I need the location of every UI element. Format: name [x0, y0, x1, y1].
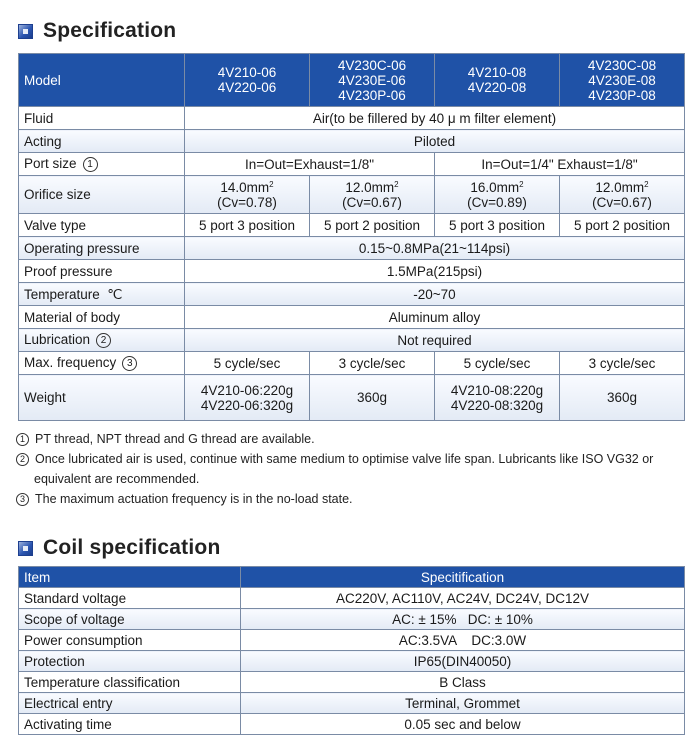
- material-value: Aluminum alloy: [185, 306, 685, 329]
- valve-type-value-4: 5 port 2 position: [560, 214, 685, 237]
- coil-row-power-consumption: [19, 630, 685, 651]
- spec-heading: [18, 16, 176, 46]
- acting-label: Acting: [19, 130, 185, 153]
- section-bullet-icon: [18, 541, 33, 556]
- model-col-2: 4V230C-06 4V230E-06 4V230P-06: [310, 54, 435, 107]
- footnote-marker-2: 2: [16, 453, 29, 466]
- coil-row-scope-of-voltage: [19, 609, 685, 630]
- coil-value: IP65(DIN40050): [241, 651, 685, 672]
- row-material: [19, 306, 685, 329]
- model-header: Model: [19, 54, 185, 107]
- coil-label: Power consumption: [19, 630, 241, 651]
- row-port-size: [19, 153, 685, 176]
- note-marker-2: 2: [96, 333, 111, 348]
- max-frequency-value-1: 5 cycle/sec: [185, 352, 310, 375]
- row-lubrication: [19, 329, 685, 352]
- coil-table: [18, 566, 685, 735]
- row-temperature: [19, 283, 685, 306]
- port-size-label: Port size: [24, 156, 77, 172]
- weight-value-4: 360g: [560, 375, 685, 421]
- valve-type-label: Valve type: [19, 214, 185, 237]
- acting-value: Piloted: [185, 130, 685, 153]
- port-size-cell: [19, 153, 185, 176]
- coil-value: Terminal, Grommet: [241, 693, 685, 714]
- max-frequency-cell: [19, 352, 185, 375]
- fluid-value: Air(to be fillered by 40 μ m filter element): [185, 107, 685, 130]
- footnote-2-continued: equivalent are recommended.: [34, 472, 200, 486]
- coil-spec-header: Specitification: [241, 567, 685, 588]
- spec-table: [18, 53, 685, 421]
- coil-row-activating-time: [19, 714, 685, 735]
- spec-header-row: [19, 54, 685, 107]
- footnote-3: 3 The maximum actuation frequency is in the no-load state.: [16, 489, 656, 509]
- footnote-1: 1 PT thread, NPT thread and G thread are available.: [16, 429, 656, 449]
- max-frequency-value-3: 5 cycle/sec: [435, 352, 560, 375]
- orifice-value-3: $16.0mm^2$ (Cv=0.89): [435, 176, 560, 214]
- coil-heading: [18, 533, 220, 563]
- coil-row-electrical-entry: [19, 693, 685, 714]
- row-operating-pressure: [19, 237, 685, 260]
- temperature-value: -20~70: [185, 283, 685, 306]
- model-col-1: 4V210-06 4V220-06: [185, 54, 310, 107]
- valve-type-value-2: 5 port 2 position: [310, 214, 435, 237]
- model-col-4: 4V230C-08 4V230E-08 4V230P-08: [560, 54, 685, 107]
- lubrication-label: Lubrication: [24, 332, 91, 348]
- proof-pressure-value: 1.5MPa(215psi): [185, 260, 685, 283]
- footnote-marker-1: 1: [16, 433, 29, 446]
- coil-row-temperature-classification: [19, 672, 685, 693]
- coil-value: 0.05 sec and below: [241, 714, 685, 735]
- coil-value: B Class: [241, 672, 685, 693]
- weight-value-1: 4V210-06:220g 4V220-06:320g: [185, 375, 310, 421]
- max-frequency-value-4: 3 cycle/sec: [560, 352, 685, 375]
- lubrication-cell: [19, 329, 185, 352]
- port-size-value-08: In=Out=1/4" Exhaust=1/8": [435, 153, 685, 176]
- row-proof-pressure: [19, 260, 685, 283]
- note-marker-1: 1: [83, 157, 98, 172]
- coil-value: AC: ± 15% DC: ± 10%: [241, 609, 685, 630]
- weight-value-2: 360g: [310, 375, 435, 421]
- section-bullet-icon: [18, 24, 33, 39]
- coil-label: Electrical entry: [19, 693, 241, 714]
- valve-type-value-1: 5 port 3 position: [185, 214, 310, 237]
- valve-type-value-3: 5 port 3 position: [435, 214, 560, 237]
- coil-item-header: Item: [19, 567, 241, 588]
- temperature-label: Temperature ℃: [19, 283, 185, 306]
- weight-value-3: 4V210-08:220g 4V220-08:320g: [435, 375, 560, 421]
- material-label: Material of body: [19, 306, 185, 329]
- row-max-frequency: [19, 352, 685, 375]
- spec-title: Specification: [43, 19, 177, 42]
- row-fluid: [19, 107, 685, 130]
- footnote-2: 2 Once lubricated air is used, continue with same medium to optimise valve life span. Lubricants like ISO VG32 or: [16, 449, 656, 469]
- max-frequency-value-2: 3 cycle/sec: [310, 352, 435, 375]
- orifice-value-1: $14.0mm^2$ (Cv=0.78): [185, 176, 310, 214]
- max-frequency-label: Max. frequency: [24, 355, 117, 371]
- model-col-3: 4V210-08 4V220-08: [435, 54, 560, 107]
- row-valve-type: [19, 214, 685, 237]
- operating-pressure-label: Operating pressure: [19, 237, 185, 260]
- lubrication-value: Not required: [185, 329, 685, 352]
- coil-label: Protection: [19, 651, 241, 672]
- coil-label: Scope of voltage: [19, 609, 241, 630]
- row-orifice: [19, 176, 685, 214]
- note-marker-3: 3: [122, 356, 137, 371]
- orifice-label: Orifice size: [19, 176, 185, 214]
- proof-pressure-label: Proof pressure: [19, 260, 185, 283]
- row-acting: [19, 130, 685, 153]
- weight-label: Weight: [19, 375, 185, 421]
- coil-header-row: [19, 567, 685, 588]
- footnote-marker-3: 3: [16, 493, 29, 506]
- coil-row-standard-voltage: [19, 588, 685, 609]
- coil-label: Temperature classification: [19, 672, 241, 693]
- coil-row-protection: [19, 651, 685, 672]
- port-size-value-06: In=Out=Exhaust=1/8": [185, 153, 435, 176]
- coil-title: Coil specification: [43, 536, 221, 559]
- operating-pressure-value: 0.15~0.8MPa(21~114psi): [185, 237, 685, 260]
- fluid-label: Fluid: [19, 107, 185, 130]
- orifice-value-2: $12.0mm^2$ (Cv=0.67): [310, 176, 435, 214]
- coil-value: AC:3.5VA DC:3.0W: [241, 630, 685, 651]
- row-weight: [19, 375, 685, 421]
- orifice-value-4: $12.0mm^2$ (Cv=0.67): [560, 176, 685, 214]
- footnotes: [16, 429, 656, 509]
- coil-value: AC220V, AC110V, AC24V, DC24V, DC12V: [241, 588, 685, 609]
- coil-label: Activating time: [19, 714, 241, 735]
- coil-label: Standard voltage: [19, 588, 241, 609]
